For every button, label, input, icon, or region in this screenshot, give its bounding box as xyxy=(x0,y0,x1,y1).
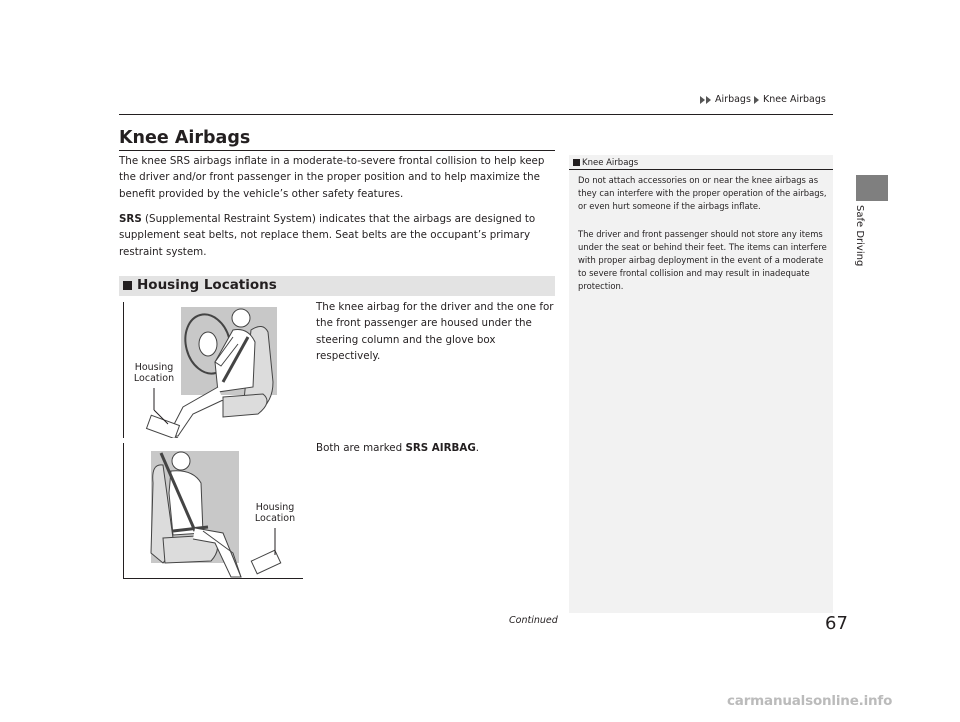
page-number: 67 xyxy=(825,613,848,634)
srs-term: SRS xyxy=(119,213,142,225)
arrow-right-icon xyxy=(700,96,705,104)
marking-paragraph: Both are marked SRS AIRBAG. xyxy=(316,442,480,454)
passenger-knee-airbag-illustration xyxy=(123,443,303,579)
housing-paragraph: The knee airbag for the driver and the one for the front passenger are housed under the steering column and the glove box respectively. xyxy=(316,301,554,362)
intro-paragraph: The knee SRS airbags inflate in a moderate-to-severe frontal collision to help keep the driver and/or front passenger in the proper position and to help maximize the benefit provided by the vehicle’s other safety features. xyxy=(119,155,545,200)
srs-description: (Supplemental Restraint System) indicates that the airbags are designed to supplement seat belts, not replace them. Seat belts are the occupant’s primary restraint system. xyxy=(119,213,536,258)
notes-panel xyxy=(569,155,833,613)
note-marker-icon xyxy=(573,159,580,166)
callout-line-1: Housing xyxy=(134,362,174,373)
watermark: carmanualsonline.info xyxy=(727,693,893,709)
callout-line-1: Housing xyxy=(255,502,295,513)
section-title: Housing Locations xyxy=(137,277,277,293)
housing-location-callout xyxy=(130,362,178,384)
notes-heading-text: Knee Airbags xyxy=(582,158,639,168)
title-divider xyxy=(119,150,555,151)
breadcrumb xyxy=(700,94,826,105)
header-divider xyxy=(119,114,833,115)
arrow-right-icon xyxy=(706,96,711,104)
continued-label: Continued xyxy=(509,615,558,626)
section-bullet-icon xyxy=(123,281,132,290)
callout-line-2: Location xyxy=(133,373,175,384)
section-tab[interactable] xyxy=(856,175,888,201)
page-title: Knee Airbags xyxy=(119,128,251,148)
srs-paragraph xyxy=(119,211,559,260)
note-paragraph: The driver and front passenger should not store any items under the seat or behind their feet. The items can interfere with proper airbag deployment in the event of a moderate to severe frontal collision and may result in inadequate protection. xyxy=(578,229,827,291)
arrow-right-icon xyxy=(754,96,759,104)
callout-line-2: Location xyxy=(254,513,296,524)
notes-heading xyxy=(573,158,638,168)
breadcrumb-item[interactable]: Knee Airbags xyxy=(762,94,826,105)
notes-divider xyxy=(569,169,833,170)
housing-location-callout xyxy=(251,502,299,524)
section-tab-label: Safe Driving xyxy=(854,205,865,267)
breadcrumb-item[interactable]: Airbags xyxy=(715,94,751,105)
note-paragraph: Do not attach accessories on or near the knee airbags as they can interfere with the proper operation of the airbags, or even hurt someone if the airbags inflate. xyxy=(578,175,827,211)
driver-knee-airbag-illustration xyxy=(123,302,303,438)
srs-airbag-marking: SRS AIRBAG xyxy=(405,442,476,454)
